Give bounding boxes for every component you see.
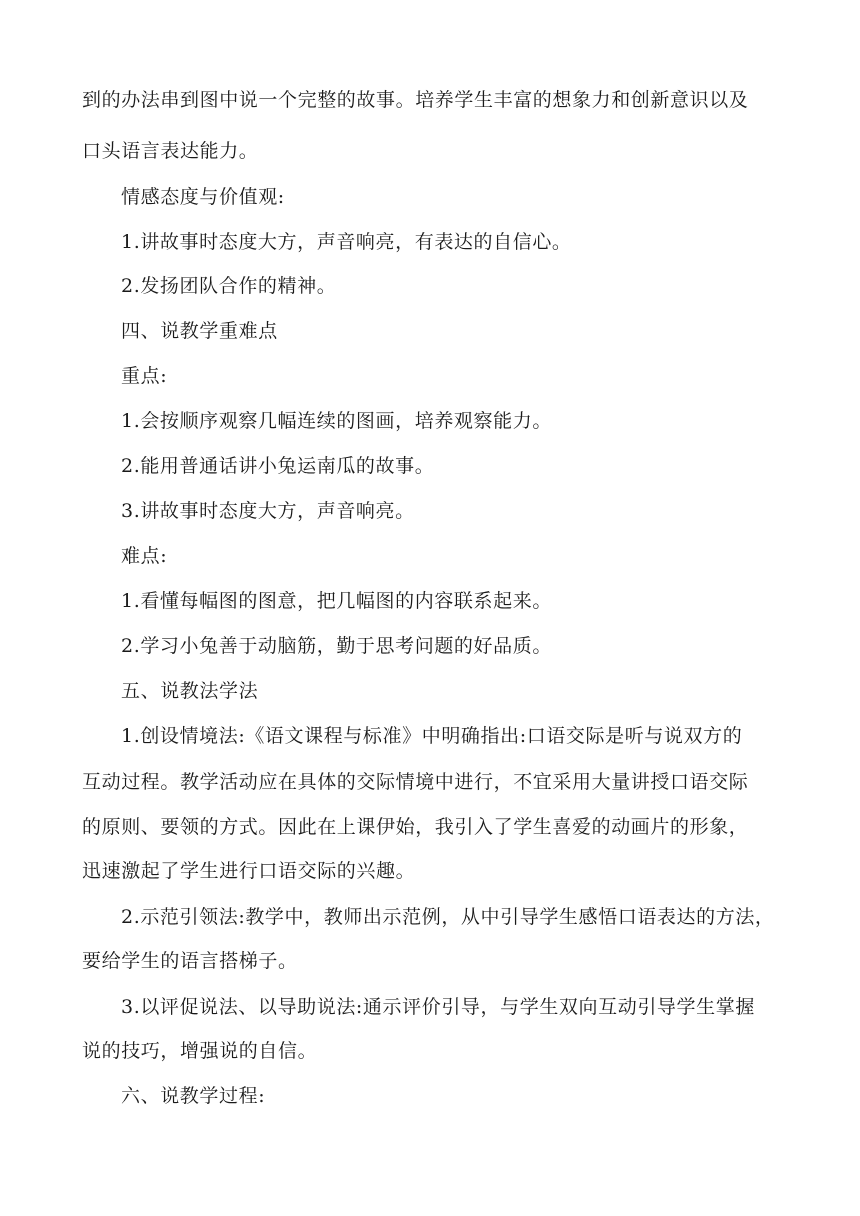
list-item: 2.学习小兔善于动脑筋，勤于思考问题的好品质。 [121,635,552,657]
paragraph-line: 到的办法串到图中说一个完整的故事。培养学生丰富的想象力和创新意识以及 [82,89,749,111]
list-item: 2.发扬团队合作的精神。 [121,275,337,297]
subsection-heading: 重点: [121,365,168,387]
paragraph-line: 的原则、要领的方式。因此在上课伊始，我引入了学生喜爱的动画片的形象， [82,816,749,838]
paragraph-line: 互动过程。教学活动应在具体的交际情境中进行，不宜采用大量讲授口语交际 [82,771,749,793]
paragraph-line: 2.示范引领法:教学中，教师出示范例，从中引导学生感悟口语表达的方法， [121,906,775,928]
list-item: 1.看懂每幅图的图意，把几幅图的内容联系起来。 [121,590,552,612]
list-item: 1.讲故事时态度大方，声音响亮，有表达的自信心。 [121,231,572,253]
paragraph-line: 3.以评促说法、以导助说法:通示评价引导，与学生双向互动引导学生掌握 [121,996,755,1018]
paragraph-line: 1.创设情境法:《语文课程与标准》中明确指出:口语交际是听与说双方的 [121,725,743,747]
paragraph-line: 迅速激起了学生进行口语交际的兴趣。 [82,860,416,882]
list-item: 3.讲故事时态度大方，声音响亮。 [121,500,415,522]
paragraph-line: 说的技巧，增强说的自信。 [82,1040,318,1062]
section-heading: 四、说教学重难点 [121,320,278,342]
paragraph-line: 口头语言表达能力。 [82,140,259,162]
section-heading: 情感态度与价值观: [121,186,285,208]
paragraph-line: 要给学生的语言搭梯子。 [82,950,298,972]
list-item: 1.会按顺序观察几幅连续的图画，培养观察能力。 [121,410,552,432]
subsection-heading: 难点: [121,545,168,567]
list-item: 2.能用普通话讲小兔运南瓜的故事。 [121,455,435,477]
section-heading: 六、说教学过程: [121,1085,266,1107]
section-heading: 五、说教法学法 [121,680,259,702]
